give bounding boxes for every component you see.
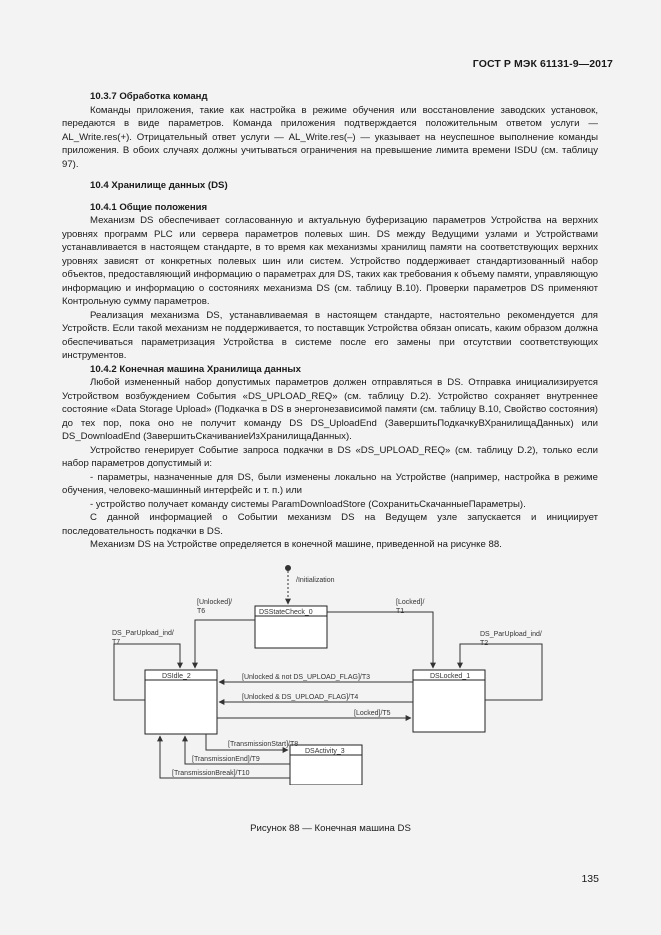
t7-number: T7 <box>112 639 121 646</box>
init-label: /Initialization <box>296 577 335 584</box>
section-title-10-4-1: 10.4.1 Общие положения <box>90 201 208 213</box>
section-title-10-3-7: 10.3.7 Обработка команд <box>90 91 208 102</box>
section-title-10-4: 10.4 Хранилище данных (DS) <box>90 180 228 191</box>
paragraph: Механизм DS на Устройстве определяется в конечной машине, приведенной на рисунке 88. <box>90 539 502 550</box>
paragraph: С данной информацией о Событии механизм DS на Ведущем узле запускается и инициирует последовательность подкачки в DS. <box>62 512 598 537</box>
figure-caption: Рисунок 88 — Конечная машина DS <box>250 823 411 834</box>
t2-label: DS_ParUpload_ind/ <box>480 631 542 638</box>
t3-label: [Unlocked & not DS_UPLOAD_FLAG]/T3 <box>242 674 370 681</box>
paragraph: Устройство генерирует Событие запроса подкачки в DS «DS_UPLOAD_REQ» (см. таблицу D.2), только если набор параметров допустимый и: <box>62 444 598 469</box>
list-item: - параметры, назначенные для DS, были изменены локально на Устройстве (например, настройка в режиме обучения, человеко-машинный интерфейс и т. п.) или <box>62 471 598 496</box>
t7-label: DS_ParUpload_ind/ <box>112 630 174 637</box>
t5-label: [Locked]/T5 <box>354 710 391 717</box>
t8-label: [TransmissionStart]/T8 <box>228 741 299 748</box>
paragraph: Механизм DS обеспечивает согласованную и актуальную буферизацию параметров Устройства на верхних уровнях программ PLC или сервера параметров полевых шин. DS между Ведущими узлами и Устройствами устанавливается в настоящем стандарте, в то время как механизмы хранилищ памяти на соответствующих верхних уровнях зависят от конкретных полевых шин или систем. Устройство поддерживает стандартизованный набор объектов, предоставляющий информацию о параметрах для DS, таких как требования к объему памяти, управляющую информацию и информацию о состояниях механизма DS (см. таблицу B.10). Проверки параметров DS применяют Контрольную сумму параметров. <box>62 215 598 307</box>
state-machine-diagram <box>100 560 580 785</box>
t10-label: [TransmissionBreak]/T10 <box>172 770 250 777</box>
body-text <box>62 90 598 552</box>
paragraph: Любой измененный набор допустимых параметров должен отправляться в DS. Отправка инициализируется Устройством возбуждением События «DS_UPLOAD_REQ» (см. таблицу D.2). Устройство сохраняет внутреннее состояние «Data Storage Upload» (Подкачка в DS в энергонезависимой памяти (см. таблицу B.10, Свойство состояния) до тех пор, пока оно не получит команду DS DS_UploadEnd (ЗавершитьПодкачкуВХранилищаДанных) или DS_DownloadEnd (ЗавершитьСкачиваниеИзХранилищаДанных). <box>62 377 598 442</box>
state-dslocked-label: DSLocked_1 <box>430 673 471 680</box>
t9-label: [TransmissionEnd]/T9 <box>192 756 260 763</box>
t2-number: T2 <box>480 640 489 647</box>
t4-label: [Unlocked & DS_UPLOAD_FLAG]/T4 <box>242 694 359 701</box>
page-number: 135 <box>581 873 599 885</box>
paragraph: Команды приложения, такие как настройка в режиме обучения или восстановление заводских установок, передаются в виде параметров. Команда приложения подтверждается положительным ответом услуги — AL_Write.res(+). Отрицательный ответ услуги — AL_Write.res(–) — указывает на неуспешное выполнение команды приложения. В обоих случаях должны учитываться ограничения на превышение лимита времени ISDU (см. таблицу 97). <box>62 104 598 170</box>
initial-state-dot <box>285 565 291 571</box>
t6-number: T6 <box>197 608 206 615</box>
t1-label: [Locked]/ <box>396 599 425 606</box>
paragraph: Реализация механизма DS, устанавливаемая в настоящем стандарте, настоятельно рекомендуется для Устройств. Если такой механизм не поддерживается, то поставщик Устройства обязан описать, каким образом должна обеспечиваться параметризация Устройства в системе после его замены при отсутствии соответствующих инструментов. <box>62 309 598 361</box>
list-item: - устройство получает команду системы ParamDownloadStore (СохранитьСкачанныеПараметры). <box>90 498 526 510</box>
t6-label: [Unlocked]/ <box>197 599 233 606</box>
state-dsidle-label: DSIdle_2 <box>162 673 191 680</box>
section-title-10-4-2: 10.4.2 Конечная машина Хранилища данных <box>90 363 301 375</box>
state-dsstatecheck-label: DSStateCheck_0 <box>259 609 313 616</box>
standard-header: ГОСТ Р МЭК 61131-9—2017 <box>472 58 613 70</box>
t1-number: T1 <box>396 608 405 615</box>
state-dsactivity-label: DSActivity_3 <box>305 748 345 755</box>
